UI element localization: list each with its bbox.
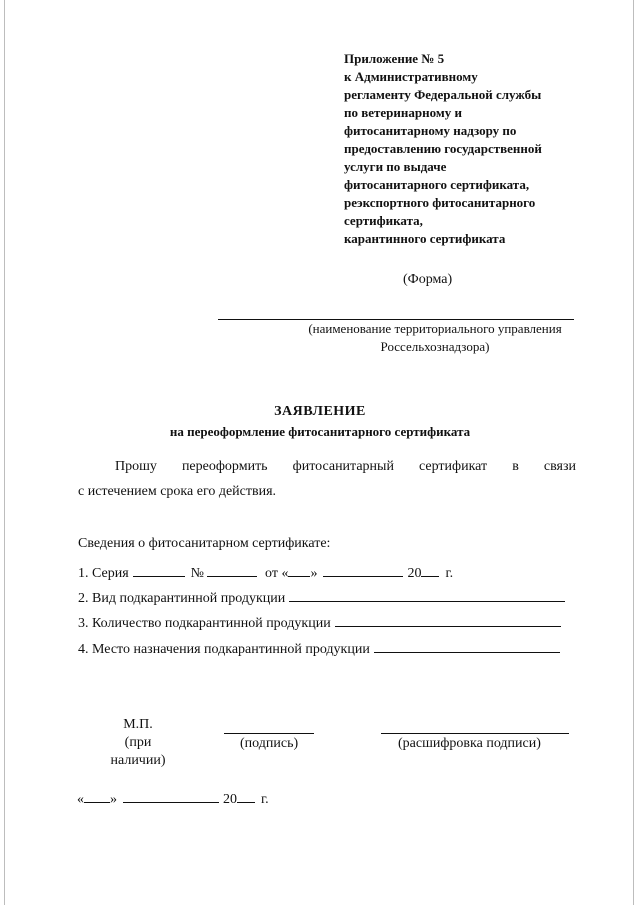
- appendix-line: услуги по выдаче: [344, 159, 447, 174]
- series-field[interactable]: [133, 563, 185, 577]
- date-year-field[interactable]: [237, 789, 255, 803]
- date-from-label: от «: [265, 566, 289, 581]
- product-type-row: [78, 588, 565, 607]
- number-field[interactable]: [207, 563, 257, 577]
- day-field[interactable]: [288, 563, 310, 577]
- request-text-line1: [115, 459, 576, 475]
- stamp-note: (при наличии): [110, 735, 166, 768]
- request-word: связи: [543, 459, 576, 474]
- appendix-header: [344, 50, 614, 248]
- destination-row: [78, 639, 560, 658]
- authority-caption-line1: (наименование территориального управления: [308, 321, 562, 336]
- product-type-label: 2. Вид подкарантинной продукции: [78, 591, 286, 606]
- date-year-suffix: г.: [261, 792, 269, 807]
- appendix-line: фитосанитарному надзору по: [344, 123, 517, 138]
- year-field[interactable]: [421, 563, 439, 577]
- stamp-label: М.П.: [123, 717, 153, 732]
- page-border-left: [4, 0, 5, 905]
- date-year-prefix: 20: [223, 792, 237, 807]
- request-word: в: [512, 459, 519, 474]
- page-border-right: [633, 0, 634, 905]
- date-month-field[interactable]: [123, 789, 219, 803]
- appendix-line: сертификата,: [344, 213, 423, 228]
- certificate-info-header: Сведения о фитосанитарном сертификате:: [78, 536, 331, 551]
- date-close-quote: »: [310, 566, 318, 581]
- series-label: 1. Серия: [78, 566, 129, 581]
- appendix-line: регламенту Федеральной службы: [344, 87, 542, 102]
- signature-label: (подпись): [240, 736, 299, 751]
- appendix-line: по ветеринарному и: [344, 105, 462, 120]
- quantity-row: [78, 613, 561, 632]
- appendix-line: к Административному: [344, 69, 478, 84]
- signature-decoding-label: (расшифровка подписи): [398, 736, 541, 751]
- authority-caption: [270, 320, 600, 356]
- appendix-line: фитосанитарного сертификата,: [344, 177, 530, 192]
- authority-caption-line2: Россельхознадзора): [380, 339, 490, 354]
- document-title: ЗАЯВЛЕНИЕ: [274, 404, 366, 419]
- appendix-line: Приложение № 5: [344, 51, 445, 66]
- signature-field[interactable]: [224, 733, 314, 734]
- appendix-line: реэкспортного фитосанитарного: [344, 195, 536, 210]
- quantity-label: 3. Количество подкарантинной продукции: [78, 616, 331, 631]
- stamp-block: [96, 716, 180, 770]
- date-day-field[interactable]: [84, 789, 110, 803]
- document-subtitle: на переоформление фитосанитарного сертификата: [169, 424, 471, 439]
- signature-decoding-field[interactable]: [381, 733, 569, 734]
- request-text-line2: с истечением срока его действия.: [78, 484, 277, 499]
- month-field[interactable]: [323, 563, 403, 577]
- date-close-quote: »: [110, 792, 117, 807]
- quantity-field[interactable]: [335, 613, 561, 627]
- destination-label: 4. Место назначения подкарантинной продукции: [78, 642, 370, 657]
- destination-field[interactable]: [374, 639, 560, 653]
- date-row: [77, 789, 269, 808]
- series-row: [78, 563, 453, 582]
- request-word: Прошу: [115, 459, 157, 474]
- request-word: фитосанитарный: [292, 459, 394, 474]
- year-prefix: 20: [407, 566, 422, 581]
- appendix-line: карантинного сертификата: [344, 231, 506, 246]
- appendix-line: предоставлению государственной: [344, 141, 542, 156]
- product-type-field[interactable]: [289, 588, 565, 602]
- request-word: сертификат: [419, 459, 488, 474]
- year-suffix: г.: [445, 566, 454, 581]
- form-label: (Форма): [403, 272, 453, 287]
- date-open-quote: «: [77, 792, 84, 807]
- request-word: переоформить: [181, 459, 268, 474]
- number-label: №: [190, 566, 205, 581]
